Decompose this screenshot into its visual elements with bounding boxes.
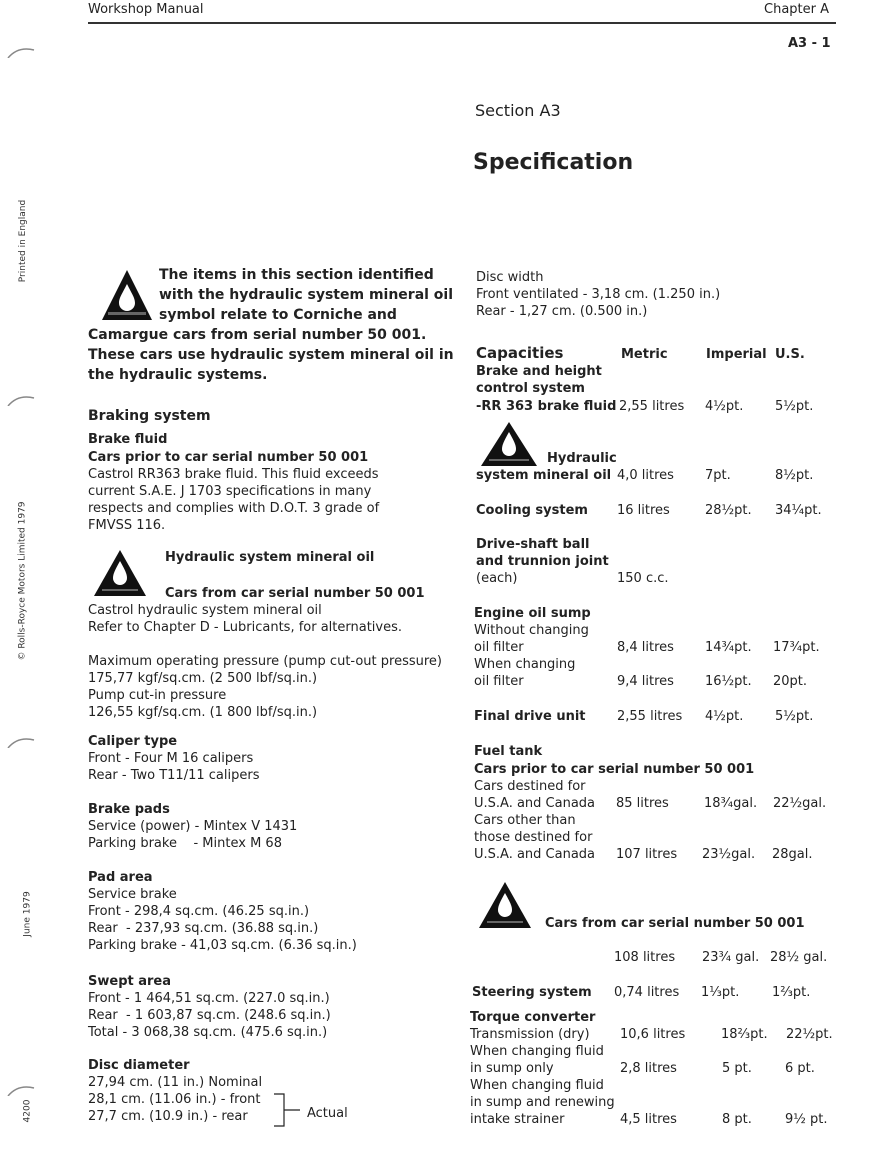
- text-line: Castrol hydraulic system mineral oil: [88, 603, 322, 618]
- value-imperial: 23¾ gal.: [702, 950, 760, 965]
- copyright-notice: © Rolls-Royce Motors Limited 1979: [17, 501, 28, 661]
- value-us: 28gal.: [772, 847, 813, 862]
- text-line: Castrol RR363 brake fluid. This fluid exceeds: [88, 467, 379, 482]
- text-line: Service brake: [88, 887, 177, 902]
- page-title: Specification: [473, 150, 634, 175]
- row-label: and trunnion joint: [476, 554, 609, 569]
- from-serial-heading: Cars from car serial number 50 001: [165, 586, 425, 601]
- value-imperial: 1⅓pt.: [701, 985, 740, 1000]
- warning-line: symbol relate to Corniche and: [159, 307, 397, 323]
- value-imperial: 4½pt.: [705, 399, 744, 414]
- text-line: FMVSS 116.: [88, 518, 166, 533]
- value-metric: 2,8 litres: [620, 1061, 677, 1076]
- row-label: in sump and renewing: [470, 1095, 615, 1110]
- row-label: control system: [476, 381, 585, 396]
- text-line: Rear - 1,27 cm. (0.500 in.): [476, 304, 648, 319]
- text-line: Rear - 237,93 sq.cm. (36.88 sq.in.): [88, 921, 319, 936]
- row-label: Cooling system: [476, 503, 588, 518]
- text-line: Maximum operating pressure (pump cut-out pressure): [88, 654, 442, 669]
- value-imperial: 28½pt.: [705, 503, 752, 518]
- row-label: intake strainer: [470, 1112, 565, 1127]
- row-label: U.S.A. and Canada: [474, 796, 596, 811]
- value-us: 8½pt.: [775, 468, 814, 483]
- text-line: Rear - Two T11/11 calipers: [88, 768, 260, 783]
- warning-line: Camargue cars from serial number 50 001.: [88, 327, 427, 343]
- value-imperial: 4½pt.: [705, 709, 744, 724]
- hydraulic-heading: Hydraulic system mineral oil: [165, 550, 375, 565]
- value-imperial: 8 pt.: [722, 1112, 752, 1127]
- doc-code: 4200: [22, 1099, 33, 1123]
- section-label: Section A3: [475, 101, 561, 120]
- row-label: U.S.A. and Canada: [474, 847, 596, 862]
- text-line: Service (power) - Mintex V 1431: [88, 819, 298, 834]
- value-imperial: 7pt.: [705, 468, 731, 483]
- value-metric: 108 litres: [614, 950, 676, 965]
- row-label: Cars other than: [474, 813, 576, 828]
- disc-width-heading: Disc width: [476, 270, 544, 285]
- torque-heading: Torque converter: [470, 1010, 596, 1025]
- value-metric: 16 litres: [617, 503, 670, 518]
- hydraulic-oil-symbol-icon: [92, 548, 148, 598]
- value-metric: 4,0 litres: [617, 468, 674, 483]
- value-metric: 85 litres: [616, 796, 669, 811]
- text-line: Parking brake - Mintex M 68: [88, 836, 282, 851]
- value-imperial: 5 pt.: [722, 1061, 752, 1076]
- swept-area-heading: Swept area: [88, 974, 172, 989]
- row-label: When changing fluid: [470, 1078, 604, 1093]
- text-line: Total - 3 068,38 sq.cm. (475.6 sq.in.): [88, 1025, 328, 1040]
- hydraulic-oil-symbol-icon: [477, 880, 533, 930]
- row-label: When changing: [474, 657, 576, 672]
- value-imperial: 18⅔pt.: [721, 1027, 768, 1042]
- value-us: 5½pt.: [775, 709, 814, 724]
- text-line: Pump cut-in pressure: [88, 688, 227, 703]
- value-imperial: 18¾gal.: [704, 796, 758, 811]
- value-metric: 2,55 litres: [617, 709, 683, 724]
- caliper-heading: Caliper type: [88, 734, 178, 749]
- binding-hole-mark: [6, 392, 36, 406]
- header-chapter: Chapter A: [764, 2, 829, 17]
- row-label: Transmission (dry): [470, 1027, 590, 1042]
- actual-label: Actual: [307, 1106, 348, 1121]
- value-metric: 8,4 litres: [617, 640, 674, 655]
- value-us: 22½gal.: [773, 796, 827, 811]
- text-line: 126,55 kgf/sq.cm. (1 800 lbf/sq.in.): [88, 705, 318, 720]
- row-label: -RR 363 brake fluid: [476, 399, 617, 414]
- value-us: 6 pt.: [785, 1061, 815, 1076]
- row-label: Final drive unit: [474, 709, 586, 724]
- prior-serial-heading: Cars prior to car serial number 50 001: [88, 450, 369, 465]
- value-us: 22½pt.: [786, 1027, 833, 1042]
- issue-date: June 1979: [22, 891, 33, 937]
- fuel-prior-heading: Cars prior to car serial number 50 001: [474, 762, 755, 777]
- text-line: Front - 298,4 sq.cm. (46.25 sq.in.): [88, 904, 310, 919]
- header-manual-title: Workshop Manual: [88, 2, 204, 17]
- value-metric: 0,74 litres: [614, 985, 680, 1000]
- value-metric: 150 c.c.: [617, 571, 669, 586]
- row-label: Drive-shaft ball: [476, 537, 590, 552]
- binding-hole-mark: [6, 44, 36, 58]
- value-metric: 4,5 litres: [620, 1112, 677, 1127]
- row-label: (each): [476, 571, 518, 586]
- value-us: 5½pt.: [775, 399, 814, 414]
- col-us: U.S.: [775, 347, 805, 362]
- value-metric: 10,6 litres: [620, 1027, 686, 1042]
- value-imperial: 23½gal.: [702, 847, 756, 862]
- text-line: Front ventilated - 3,18 cm. (1.250 in.): [476, 287, 721, 302]
- row-label: those destined for: [474, 830, 593, 845]
- text-line: Front - 1 464,51 sq.cm. (227.0 sq.in.): [88, 991, 330, 1006]
- hydraulic-oil-symbol-icon: [100, 268, 154, 322]
- hydraulic-oil-symbol-icon: [479, 420, 539, 468]
- row-label: When changing fluid: [470, 1044, 604, 1059]
- braking-heading: Braking system: [88, 408, 211, 424]
- value-metric: 2,55 litres: [619, 399, 685, 414]
- binding-hole-mark: [6, 1082, 36, 1096]
- binding-hole-mark: [6, 734, 36, 748]
- value-us: 1⅔pt.: [772, 985, 811, 1000]
- row-label: system mineral oil: [476, 468, 612, 483]
- value-us: 28½ gal.: [770, 950, 828, 965]
- warning-line: The items in this section identified: [159, 267, 434, 283]
- text-line: current S.A.E. J 1703 specifications in many: [88, 484, 372, 499]
- text-line: Front - Four M 16 calipers: [88, 751, 254, 766]
- row-label: oil filter: [474, 674, 524, 689]
- value-metric: 107 litres: [616, 847, 678, 862]
- brake-fluid-heading: Brake fluid: [88, 432, 168, 447]
- text-line: 27,7 cm. (10.9 in.) - rear: [88, 1109, 248, 1124]
- warning-line: with the hydraulic system mineral oil: [159, 287, 454, 303]
- bracket-icon: [270, 1090, 302, 1130]
- header-rule: [88, 22, 836, 24]
- text-line: respects and complies with D.O.T. 3 grade of: [88, 501, 380, 516]
- disc-diameter-heading: Disc diameter: [88, 1058, 190, 1073]
- capacities-heading: Capacities: [476, 344, 564, 362]
- text-line: 27,94 cm. (11 in.) Nominal: [88, 1075, 263, 1090]
- value-imperial: 14¾pt.: [705, 640, 752, 655]
- pad-area-heading: Pad area: [88, 870, 153, 885]
- row-label: Brake and height: [476, 364, 602, 379]
- text-line: 175,77 kgf/sq.cm. (2 500 lbf/sq.in.): [88, 671, 318, 686]
- warning-line: the hydraulic systems.: [88, 367, 268, 383]
- row-label: Engine oil sump: [474, 606, 591, 621]
- col-imperial: Imperial: [706, 347, 767, 362]
- row-label: Cars destined for: [474, 779, 586, 794]
- text-line: Rear - 1 603,87 sq.cm. (248.6 sq.in.): [88, 1008, 331, 1023]
- value-metric: 9,4 litres: [617, 674, 674, 689]
- warning-line: These cars use hydraulic system mineral oil in: [88, 347, 454, 363]
- col-metric: Metric: [621, 347, 668, 362]
- row-label: Hydraulic: [547, 451, 617, 466]
- value-imperial: 16½pt.: [705, 674, 752, 689]
- value-us: 9½ pt.: [785, 1112, 828, 1127]
- value-us: 20pt.: [773, 674, 808, 689]
- text-line: Parking brake - 41,03 sq.cm. (6.36 sq.in.): [88, 938, 357, 953]
- row-label: Without changing: [474, 623, 589, 638]
- text-line: 28,1 cm. (11.06 in.) - front: [88, 1092, 261, 1107]
- page-number: A3 - 1: [788, 36, 831, 51]
- row-label: Steering system: [472, 985, 592, 1000]
- row-label: oil filter: [474, 640, 524, 655]
- value-us: 34¼pt.: [775, 503, 822, 518]
- text-line: Refer to Chapter D - Lubricants, for alternatives.: [88, 620, 403, 635]
- fuel-from-heading: Cars from car serial number 50 001: [545, 916, 805, 931]
- value-us: 17¾pt.: [773, 640, 820, 655]
- row-label: in sump only: [470, 1061, 554, 1076]
- printed-in-england: Printed in England: [18, 199, 29, 283]
- fuel-tank-heading: Fuel tank: [474, 744, 543, 759]
- pads-heading: Brake pads: [88, 802, 170, 817]
